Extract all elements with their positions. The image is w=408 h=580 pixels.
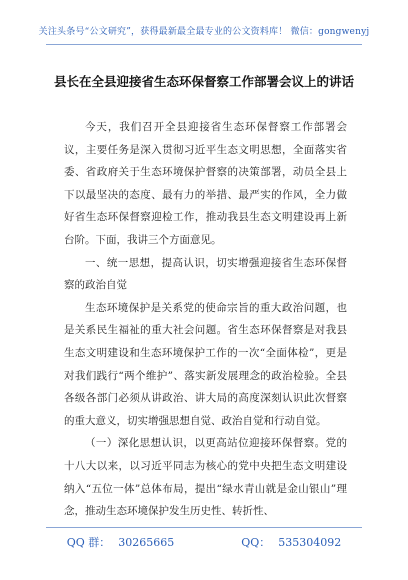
footer-qq-label: QQ： — [241, 536, 271, 549]
footer-qq-group — [63, 536, 179, 549]
footer-qq — [237, 536, 345, 549]
document-body — [64, 116, 347, 523]
paragraph-2: 生态环境保护是关系党的使命宗旨的重大政治问题，也是关系民生福祉的重大社会问题。省生态环保督察是对我县生态文明建设和生态环境保护工作的一次“全面体检”，更是对我们践行“两个维护”、落实新发展理念的政治检验。全县各级各部门必须从讲政治、讲大局的高度深刻认识此次督察的重大意义，切实增强思想自觉、政治自觉和行动自觉。 — [64, 301, 347, 427]
footer-qq-group-label: QQ 群： — [66, 536, 111, 549]
footer-qq-number: 535304092 — [278, 536, 342, 549]
footer-divider — [46, 527, 362, 528]
header-banner: 关注头条号“公文研究”，获得最新最全最专业的公文资料库！ 微信：gongwenyj — [38, 27, 370, 37]
paragraph-subheading-1: （一）深化思想认识，以更高站位迎接环保督察。党的十八大以来，以习近平同志为核心的党中央把生态文明建设纳入“五位一体”总体布局，提出“绿水青山就是金山银山”理念，推动生态环境保护发生历史性、转折性、 — [64, 437, 347, 518]
paragraph-intro: 今天，我们召开全县迎接省生态环保督察工作部署会议，主要任务是深入贯彻习近平生态文明思想，全面落实省委、省政府关于生态环境保护督察的决策部署，动员全县上下以最坚决的态度、最有力的举措、最严实的作风，全力做好省生态环保督察迎检工作，推动我县生态文明建设再上新台阶。下面，我讲三个方面意见。 — [64, 121, 347, 246]
footer — [0, 534, 408, 550]
footer-qq-group-number: 30265665 — [118, 536, 175, 549]
paragraph-heading-1: 一、统一思想，提高认识，切实增强迎接省生态环保督察的政治自觉 — [64, 256, 347, 292]
document-title: 县长在全县迎接省生态环保督察工作部署会议上的讲话 — [53, 74, 354, 89]
header-divider — [46, 44, 362, 45]
